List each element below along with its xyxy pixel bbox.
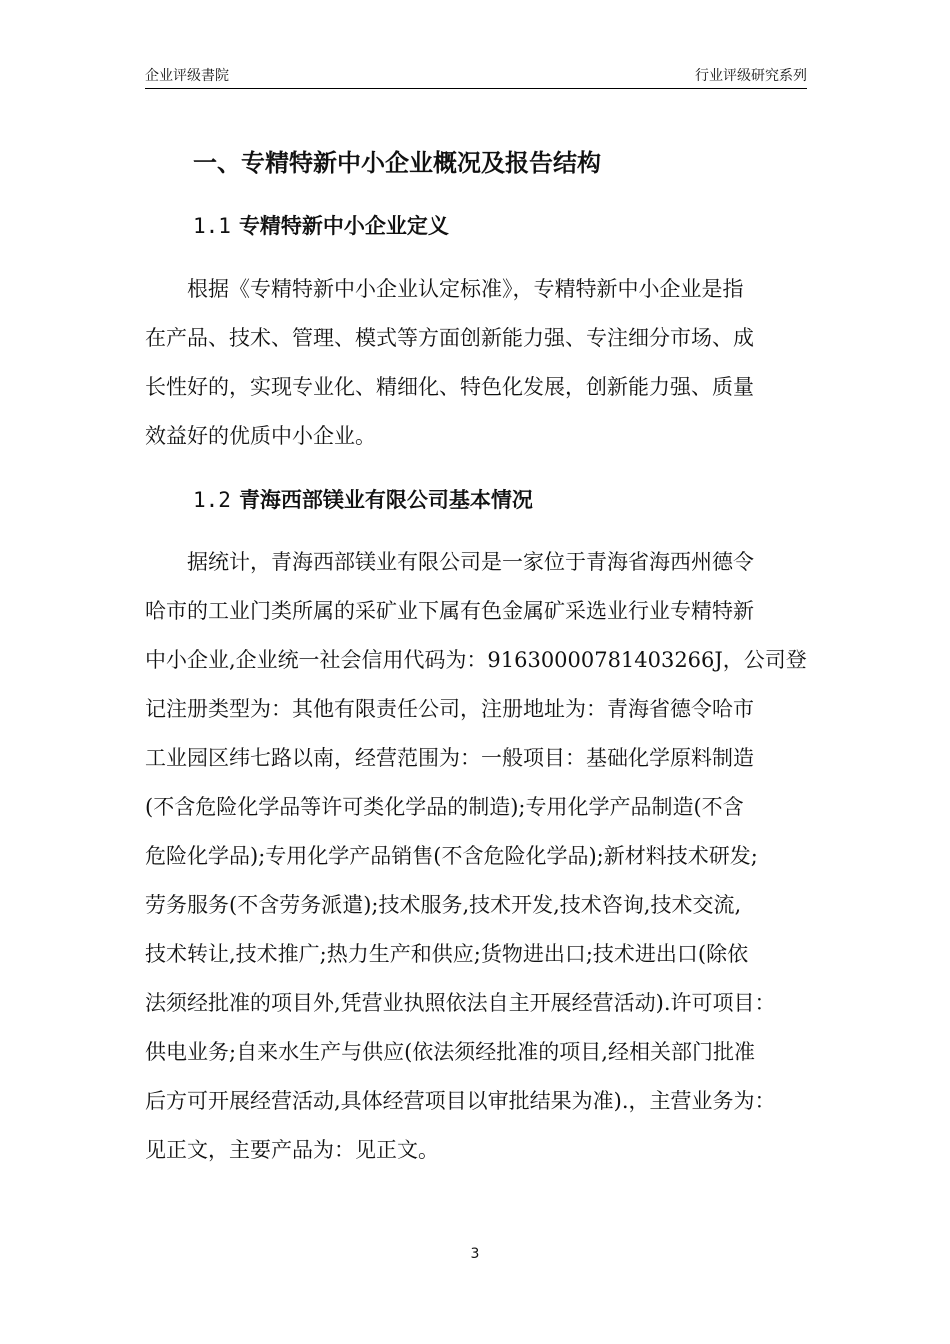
section-1-2-title: 青海西部镁业有限公司基本情况	[238, 488, 533, 512]
paragraph-line: 长性好的，实现专业化、精细化、特色化发展，创新能力强、质量	[145, 375, 754, 399]
paragraph-line: 在产品、技术、管理、模式等方面创新能力强、专注细分市场、成	[145, 326, 754, 350]
header-left-text: 企业评级書院	[145, 68, 229, 84]
paragraph-line: 效益好的优质中小企业。	[145, 424, 376, 448]
paragraph-line: 危险化学品);专用化学产品销售(不含危险化学品);新材料技术研发;	[145, 844, 758, 868]
paragraph-line: (不含危险化学品等许可类化学品的制造);专用化学产品制造(不含	[145, 795, 744, 819]
paragraph-line: 根据《专精特新中小企业认定标准》，专精特新中小企业是指	[187, 277, 744, 301]
paragraph-line: 哈市的工业门类所属的采矿业下属有色金属矿采选业行业专精特新	[145, 599, 754, 623]
section-1-2-number: 1.2	[193, 488, 231, 512]
page-header	[145, 66, 807, 89]
definition-paragraph	[145, 273, 807, 469]
paragraph-line: 见正文，主要产品为：见正文。	[145, 1138, 439, 1162]
section-1-1-heading	[193, 211, 449, 241]
paragraph-line: 法须经批准的项目外,凭营业执照依法自主开展经营活动).许可项目：	[145, 991, 776, 1015]
paragraph-line: 供电业务;自来水生产与供应(依法须经批准的项目,经相关部门批准	[145, 1040, 755, 1064]
paragraph-line: 据统计，青海西部镁业有限公司是一家位于青海省海西州德令	[187, 550, 754, 574]
paragraph-line: 劳务服务(不含劳务派遣);技术服务,技术开发,技术咨询,技术交流,	[145, 893, 742, 917]
paragraph-line: 后方可开展经营活动,具体经营项目以审批结果为准).，主营业务为：	[145, 1089, 776, 1113]
company-info-paragraph	[145, 546, 807, 1183]
section-1-heading: 一、专精特新中小企业概况及报告结构	[193, 149, 601, 177]
section-1-1-number: 1.1	[193, 214, 231, 238]
paragraph-line: 技术转让,技术推广;热力生产和供应;货物进出口;技术进出口(除依	[145, 942, 749, 966]
paragraph-line: 中小企业,企业统一社会信用代码为：91630000781403266J，公司登	[145, 648, 807, 672]
page-number: 3	[470, 1246, 480, 1262]
section-1-2-heading	[193, 485, 533, 515]
header-right-text: 行业评级研究系列	[695, 68, 807, 84]
paragraph-line: 工业园区纬七路以南，经营范围为：一般项目：基础化学原料制造	[145, 746, 754, 770]
paragraph-line: 记注册类型为：其他有限责任公司，注册地址为：青海省德令哈市	[145, 697, 754, 721]
section-1-1-title: 专精特新中小企业定义	[238, 214, 449, 238]
